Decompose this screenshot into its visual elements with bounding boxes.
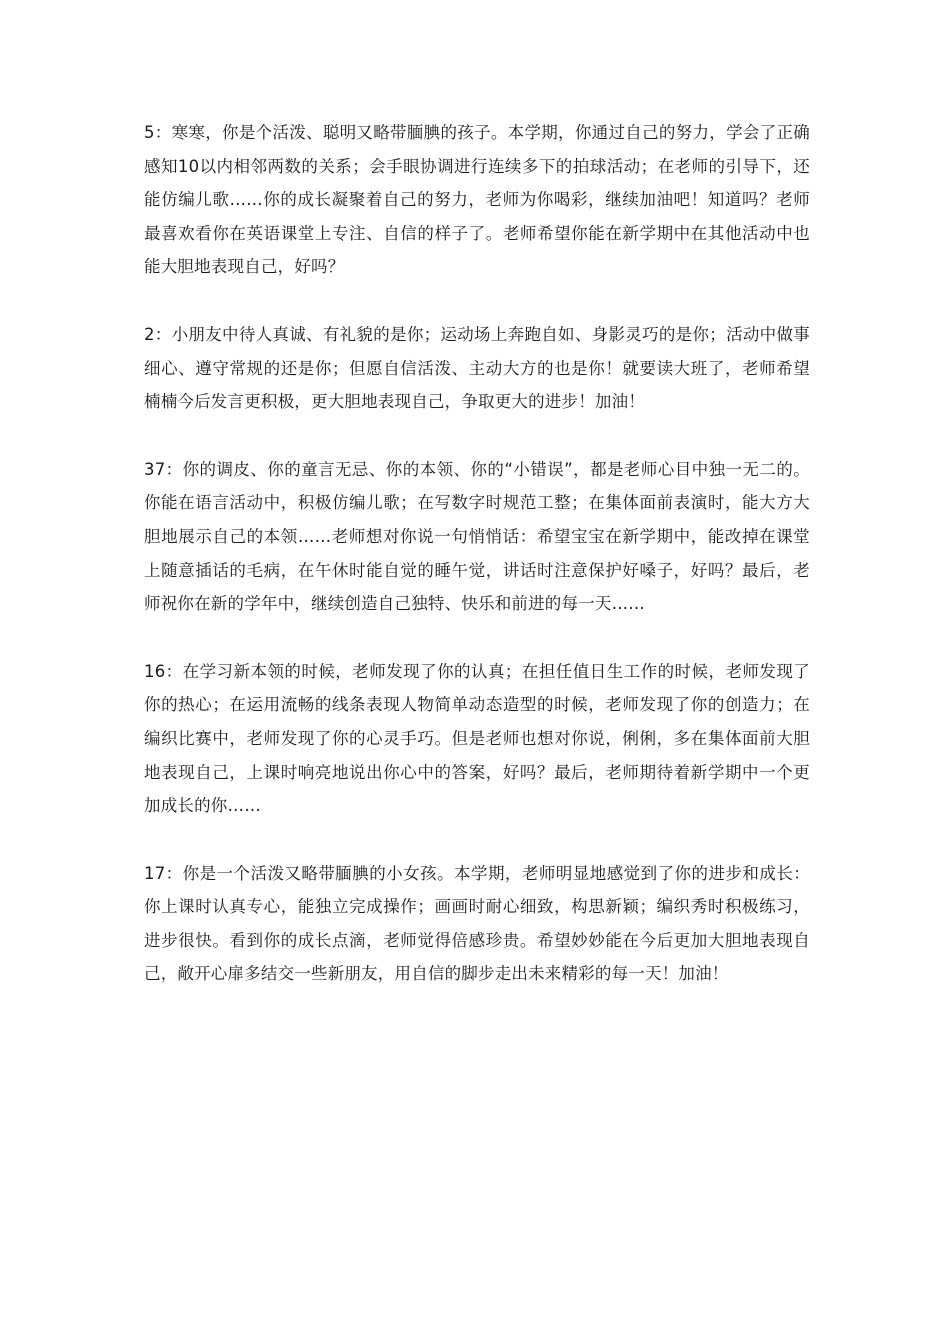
comment-paragraph-16: [144, 655, 810, 823]
paragraph-number: 2: [144, 324, 155, 344]
paragraph-number: 17: [144, 863, 166, 883]
paragraph-text: ：在学习新本领的时候，老师发现了你的认真；在担任值日生工作的时候，老师发现了你的热心；在运用流畅的线条表现人物简单动态造型的时候，老师发现了你的创造力；在编织比赛中，老师发现了你的心灵手巧。但是老师也想对你说，俐俐，多在集体面前大胆地表现自己，上课时响亮地说出你心中的答案，好吗？最后，老师期待着新学期中一个更加成长的你……: [144, 661, 810, 816]
comment-paragraph-2: [144, 318, 810, 419]
document-page: [144, 116, 810, 1025]
paragraph-text: ：你的调皮、你的童言无忌、你的本领、你的“小错误”，都是老师心目中独一无二的。你能在语言活动中，积极仿编儿歌；在写数字时规范工整；在集体面前表演时，能大方大胆地展示自己的本领……老师想对你说一句悄悄话：希望宝宝在新学期中，能改掉在课堂上随意插话的毛病，在午休时能自觉的睡午觉，讲话时注意保护好嗓子，好吗？最后，老师祝你在新的学年中，继续创造自己独特、快乐和前进的每一天……: [144, 459, 810, 614]
comment-paragraph-17: [144, 857, 810, 991]
paragraph-number: 37: [144, 459, 166, 479]
comment-paragraph-37: [144, 453, 810, 621]
paragraph-number: 5: [144, 123, 155, 142]
paragraph-number: 16: [144, 661, 166, 681]
paragraph-text: ：寒寒，你是个活泼、聪明又略带腼腆的孩子。本学期，你通过自己的努力，学会了正确感知10以内相邻两数的关系；会手眼协调进行连续多下的拍球活动；在老师的引导下，还能仿编儿歌……你的成长凝聚着自己的努力，老师为你喝彩，继续加油吧！知道吗？老师最喜欢看你在英语课堂上专注、自信的样子了。老师希望你能在新学期中在其他活动中也能大胆地表现自己，好吗？: [144, 123, 810, 277]
comment-paragraph-5: [144, 116, 810, 284]
paragraph-text: ：小朋友中待人真诚、有礼貌的是你；运动场上奔跑自如、身影灵巧的是你；活动中做事细心、遵守常规的还是你；但愿自信活泼、主动大方的也是你！就要读大班了，老师希望楠楠今后发言更积极，更大胆地表现自己，争取更大的进步！加油！: [144, 324, 810, 412]
paragraph-text: ：你是一个活泼又略带腼腆的小女孩。本学期，老师明显地感觉到了你的进步和成长：你上课时认真专心，能独立完成操作；画画时耐心细致，构思新颖；编织秀时积极练习，进步很快。看到你的成长点滴，老师觉得倍感珍贵。希望妙妙能在今后更加大胆地表现自己，敞开心扉多结交一些新朋友，用自信的脚步走出未来精彩的每一天！加油！: [144, 863, 810, 984]
